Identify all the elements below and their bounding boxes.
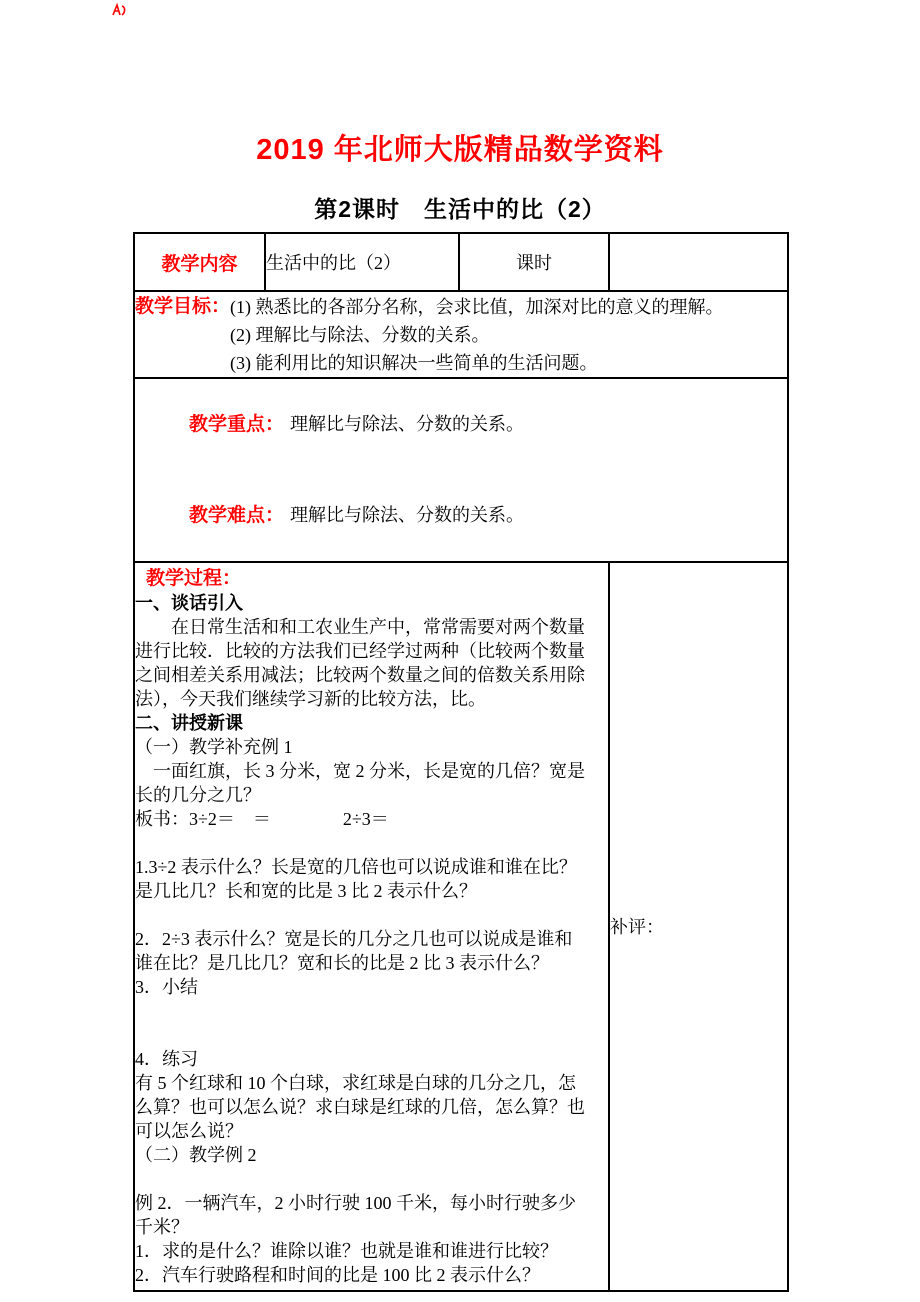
- teaching-content-value: 生活中的比（2）: [266, 253, 401, 273]
- class-hour-label-cell: [459, 233, 609, 291]
- process-text-line: [135, 903, 608, 927]
- process-text-line: [135, 1167, 608, 1191]
- process-text-line: 一面红旗，长 3 分米，宽 2 分米，长是宽的几倍？宽是: [135, 760, 585, 781]
- class-hour-value-cell: [609, 233, 788, 291]
- process-text-line: [135, 831, 608, 855]
- process-text-line: 在日常生活和和工农业生产中，常常需要对两个数量: [135, 616, 585, 637]
- process-text-line: 谁在比？是几比几？宽和长的比是 2 比 3 表示什么？: [135, 952, 549, 973]
- process-text-line: 教学过程：: [146, 567, 242, 589]
- teaching-focus-text: 理解比与除法、分数的关系。: [290, 414, 525, 434]
- process-text-line: 有 5 个红球和 10 个白球，求红球是白球的几分之几，怎: [135, 1072, 576, 1093]
- key-points-cell: [134, 378, 788, 562]
- teaching-difficulty-line: [135, 470, 787, 561]
- teaching-content-label: 教学内容: [161, 253, 238, 275]
- process-text-line: 二、讲授新课: [135, 712, 243, 733]
- teaching-focus-label: 教学重点：: [189, 414, 285, 435]
- teaching-content-value-cell: [265, 233, 459, 291]
- process-text-line: [135, 1023, 608, 1047]
- goals-list: [230, 293, 787, 377]
- process-text-line: 3．小结: [135, 976, 198, 997]
- goal-item: (3) 能利用比的知识解决一些简单的生活问题。: [230, 352, 598, 373]
- document-title: 2019 年北师大版精品数学资料: [256, 134, 664, 166]
- lesson-subtitle: 第2课时 生活中的比（2）: [314, 196, 606, 222]
- process-text-line: 4．练习: [135, 1048, 198, 1069]
- remark-label: 补评：: [610, 916, 664, 937]
- process-text-line: 可以怎么说？: [135, 1120, 243, 1141]
- process-text-line: [135, 999, 608, 1023]
- goals-cell: [134, 291, 788, 378]
- goals-label: 教学目标：: [135, 295, 231, 317]
- process-text-line: 千米？: [135, 1216, 189, 1237]
- process-text-line: 么算？也可以怎么说？求白球是红球的几倍，怎么算？也: [135, 1096, 585, 1117]
- process-text-line: 长的几分之几？: [135, 784, 261, 805]
- teaching-difficulty-label: 教学难点：: [189, 505, 285, 526]
- goal-item: (1) 熟悉比的各部分名称，会求比值，加深对比的意义的理解。: [230, 296, 724, 317]
- teaching-focus-line: [135, 379, 787, 470]
- lesson-plan-table: [133, 232, 789, 1292]
- process-text-line: 之间相差关系用减法；比较两个数量之间的倍数关系用除: [135, 664, 585, 685]
- process-text-line: （二）教学例 2: [135, 1144, 257, 1165]
- header-row: [134, 233, 788, 291]
- goal-item: (2) 理解比与除法、分数的关系。: [230, 324, 490, 345]
- process-text-line: 例 2．一辆汽车，2 小时行驶 100 千米，每小时行驶多少: [135, 1192, 576, 1213]
- remark-cell: [609, 562, 788, 1291]
- red-scribble-mark-icon: [110, 2, 128, 19]
- teaching-process-cell: [134, 562, 609, 1291]
- process-text-line: 法），今天我们继续学习新的比较方法，比。: [135, 688, 486, 709]
- process-text-line: 2．2÷3 表示什么？宽是长的几分之几也可以说成是谁和: [135, 928, 573, 949]
- teaching-difficulty-text: 理解比与除法、分数的关系。: [290, 505, 525, 525]
- process-text-line: 板书：3÷2＝ ＝ 2÷3＝: [135, 808, 389, 829]
- class-hour-label: 课时: [516, 253, 552, 273]
- goals-row: [134, 291, 788, 378]
- key-points-row: [134, 378, 788, 562]
- process-text-line: 1．求的是什么？谁除以谁？也就是谁和谁进行比较？: [135, 1240, 558, 1261]
- process-row: [134, 562, 788, 1291]
- process-text-line: 1.3÷2 表示什么？长是宽的几倍也可以说成谁和谁在比？: [135, 856, 577, 877]
- process-text-line: 一、谈话引入: [135, 592, 243, 613]
- process-text-line: 进行比较．比较的方法我们已经学过两种（比较两个数量: [135, 640, 585, 661]
- process-text-line: （一）教学补充例 1: [135, 736, 293, 757]
- process-text-line: 是几比几？长和宽的比是 3 比 2 表示什么？: [135, 880, 477, 901]
- teaching-content-label-cell: [134, 233, 265, 291]
- process-text-line: 2．汽车行驶路程和时间的比是 100 比 2 表示什么？: [135, 1264, 540, 1285]
